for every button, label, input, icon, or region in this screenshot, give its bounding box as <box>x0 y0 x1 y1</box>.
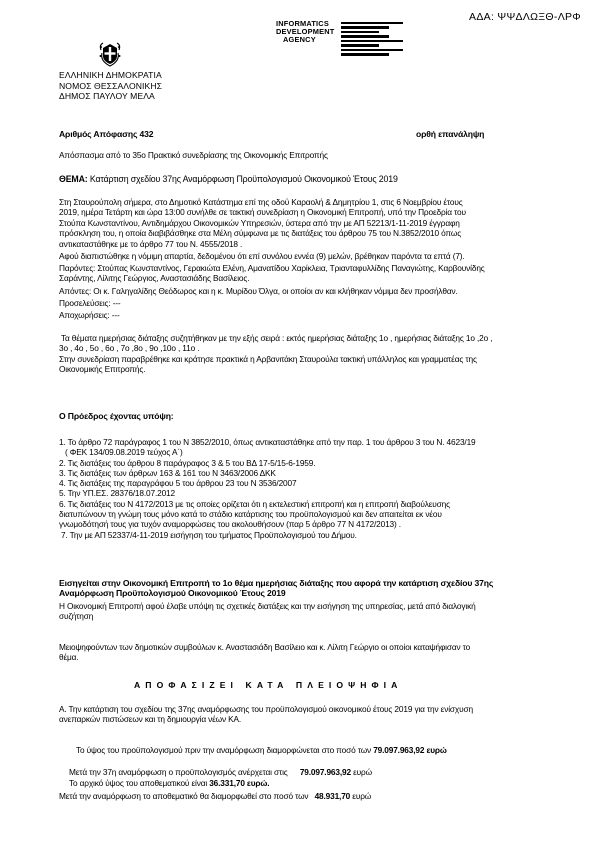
text-line: αντικαταστάθηκε με το άρθρο 77 του Ν. 4555/2018 . <box>59 238 243 249</box>
header-line: ΝΟΜΟΣ ΘΕΣΣΑΛΟΝΙΚΗΣ <box>59 80 163 91</box>
text-line: 3ο , 4ο , 5ο , 6ο , 7ο ,8ο , 9ο ,10ο , 11ο . <box>59 343 200 354</box>
text-line: πρόσκληση του, η οποία διαβιβάσθηκε στα Μέλη σύμφωνα με τις διατάξεις του άρθρου 75 του Ν.3852/2010 όπως <box>59 228 462 239</box>
arrivals-line: Προσελεύσεις: --- <box>59 298 121 308</box>
text-line: Στη Σταυρούπολη σήμερα, στο Δημοτικό Κατάστημα επί της οδού Καραολή & Δημητρίου 1, στις 6 Νοεμβρίου έτους <box>59 197 463 207</box>
list-item: 6. Τις διατάξεις του Ν 4172/2013 με τις οποίες ορίζεται ότι η εκτελεστική επιτροπή και η επιτροπή διαβούλευσης <box>59 498 450 509</box>
text-line: Τα θέματα ημερήσιας διάταξης συζητήθηκαν με την εξής σειρά : εκτός ημερήσιας διάταξης 1ο , ημερήσιας διάταξης 1ο ,2ο , <box>61 333 493 343</box>
decision-a-paragraph <box>59 704 473 725</box>
departures-line: Αποχωρήσεις: --- <box>59 310 120 320</box>
text-line: συζήτηση <box>59 611 94 622</box>
text-line: Παρόντες: Στούπας Κωνσταντίνος, Γερακιώτα Ελένη, Αμανατίδου Χαρίκλεια, Τριανταφυλλίδης Παναγιώτης, Καρβουνίδης <box>59 263 485 273</box>
budget-after-label: Μετά την 37η αναμόρφωση ο προϋπολογισμός ανέρχεται στις <box>69 767 288 777</box>
dissent-paragraph <box>59 642 470 663</box>
reserve-final-value: 48.931,70 <box>314 791 351 801</box>
subject-label: ΘΕΜΑ: <box>59 174 88 184</box>
text-line: Σαράντης, Λίλιτης Γεώργιος, Αναστασιάδης Βασίλειος. <box>59 273 250 284</box>
logo-line: INFORMATICS <box>276 19 329 28</box>
text-line: 2019, ημέρα Τετάρτη και ώρα 13:00 συνήλθε σε τακτική συνεδρίαση η Οικονομική Επιτροπή, υπό την Προεδρία του <box>59 207 466 218</box>
list-item: 7. Την με ΑΠ 52337/4-11-2019 εισήγηση του τμήματος Προϋπολογισμού του Δήμου. <box>61 529 357 540</box>
header-line: ΕΛΛΗΝΙΚΗ ΔΗΜΟΚΡΑΤΙΑ <box>59 70 162 80</box>
subject-line <box>59 174 398 184</box>
budget-before-line <box>76 745 447 755</box>
text-line: ανεπαρκών πιστώσεων και τη δημιουργία νέων ΚΑ. <box>59 714 242 725</box>
reserve-final-line <box>59 791 371 801</box>
budget-before-label: Το ύψος του προϋπολογισμού πριν την αναμόρφωση διαμορφώνεται στο ποσό των <box>76 745 372 755</box>
text-line: Στην συνεδρίαση παραβρέθηκε και κράτησε πρακτικά η Αρβανιτάκη Σταυρούλα τακτική υπάλληλος και γραμματέας της <box>59 353 477 364</box>
list-item: 1. Το άρθρο 72 παράγραφος 1 του Ν 3852/2010, όπως αντικαταστάθηκε από την παρ. 1 του άρθρου 3 του Ν. 4623/19 <box>59 437 476 447</box>
considering-heading: Ο Πρόεδρος έχοντας υπόψη: <box>59 411 174 421</box>
proposal-text <box>59 601 476 622</box>
agenda-paragraph <box>59 333 492 375</box>
reserve-final-unit: ευρώ <box>352 791 372 801</box>
logo-line: AGENCY <box>283 34 316 44</box>
intro-paragraph <box>59 197 466 249</box>
text-line: Αναμόρφωση Προϋπολογισμού Οικονομικού Έτους 2019 <box>59 588 286 599</box>
header-line: ΔΗΜΟΣ ΠΑΥΛΟΥ ΜΕΛΑ <box>59 91 155 102</box>
text-line: θέμα. <box>59 652 79 663</box>
logo-line: DEVELOPMENT <box>276 26 335 36</box>
list-item: 4. Τις διατάξεις της παραγράφου 5 του άρθρου 23 του Ν 3536/2007 <box>59 478 297 489</box>
text-line: Μειοψηφούντων των δημοτικών συμβούλων κ. Αναστασιάδη Βασίλειο και κ. Λίλιτη Γεώργιο οι οποίοι καταψήφισαν το <box>59 642 471 652</box>
list-item: 2. Τις διατάξεις του άρθρου 8 παράγραφος 3 & 5 του ΒΔ 17-5/15-6-1959. <box>59 457 316 468</box>
budget-after-value: 79.097.963,92 <box>299 767 351 777</box>
decision-number: Αριθμός Απόφασης 432 <box>59 129 154 139</box>
issuer-header <box>59 70 162 102</box>
budget-before-value: 79.097.963,92 ευρώ <box>373 745 447 755</box>
ada-code: ΑΔΑ: ΨΨΔΛΩΞΘ-ΛΡΦ <box>469 11 581 23</box>
budget-after-unit: ευρώ <box>353 767 372 777</box>
extract-line: Απόσπασμα από το 35ο Πρακτικό συνεδρίασης της Οικονομικής Επιτροπής <box>59 150 328 160</box>
text-line: Στούπα Κωνσταντίνου, Αντιδημάρχου Οικονομικών Υπηρεσιών, ύστερα από την με ΑΠ 52213/1-11-2019 έγγραφη <box>59 217 460 228</box>
list-item: 5. Την ΥΠ.ΕΣ. 28376/18.07.2012 <box>59 488 175 499</box>
considerations-list <box>59 437 476 540</box>
quorum-line: Αφού διαπιστώθηκε η νόμιμη απαρτία, δεδομένου ότι επί συνόλου εννέα (9) μελών, βρέθηκαν παρόντα τα επτά (7). <box>59 251 465 261</box>
list-item: διατυπώνουν τη γνώμη τους μόνο κατά το στάδιο κατάρτισης του προϋπολογισμού και δεν απαιτείται εκ νέου <box>59 509 442 520</box>
greek-emblem-icon <box>98 41 122 72</box>
list-item: ( ΦΕΚ 134/09.08.2019 τεύχος Α΄) <box>65 447 183 458</box>
proposal-heading <box>59 578 493 599</box>
reserve-final-label: Μετά την αναμόρφωση το αποθεματικό θα διαμορφωθεί στο ποσό των <box>59 791 309 801</box>
subject-text: Κατάρτιση σχεδίου 37ης Αναμόρφωση Προϋπολογισμού Οικονομικού Έτους 2019 <box>89 174 398 184</box>
reserve-initial-line <box>69 778 269 788</box>
text-line: Οικονομικής Επιτροπής. <box>59 364 146 375</box>
reserve-initial-value: 36.331,70 ευρώ. <box>209 778 270 788</box>
informatics-agency-logo <box>276 20 334 43</box>
list-item: 3. Τις διατάξεις των άρθρων 163 & 161 του Ν 3463/2006 ΔΚΚ <box>59 467 276 478</box>
correct-repetition-note: ορθή επανάληψη <box>416 129 485 139</box>
list-item: γνωμοδότησή τους για τυχόν αναμορφώσεις του ακολουθήσουν (παρ 5 άρθρο 77 Ν 4172/2013) . <box>59 519 401 530</box>
present-members <box>59 263 485 284</box>
absent-members: Απόντες: Οι κ. Γαληγαλίδης Θεόδωρος και η κ. Μυρίδου Όλγα, οι οποίοι αν και κλήθηκαν νόμιμα δεν προσήλθαν. <box>59 286 458 296</box>
reserve-initial-label: Το αρχικό ύψος του αποθεματικού είναι <box>69 778 208 788</box>
budget-after-line <box>69 767 372 777</box>
text-line: Α. Την κατάρτιση του σχεδίου της 37ης αναμόρφωσης του προϋπολογισμού οικονομικού έτους 2019 για την ενίσχυση <box>59 704 473 714</box>
text-line: Η Οικονομική Επιτροπή αφού έλαβε υπόψη τις σχετικές διατάξεις και την εισήγηση της υπηρεσίας, μετά από διαλογική <box>59 601 476 611</box>
text-line: Εισηγείται στην Οικονομική Επιτροπή το 1ο θέμα ημερήσιας διάταξης που αφορά την κατάρτιση σχεδίου 37ης <box>59 578 494 588</box>
logo-small-print-graphic <box>341 22 403 58</box>
decision-heading: ΑΠΟΦΑΣΙΖΕΙ ΚΑΤΑ ΠΛΕΙΟΨΗΦΙΑ <box>134 680 403 690</box>
